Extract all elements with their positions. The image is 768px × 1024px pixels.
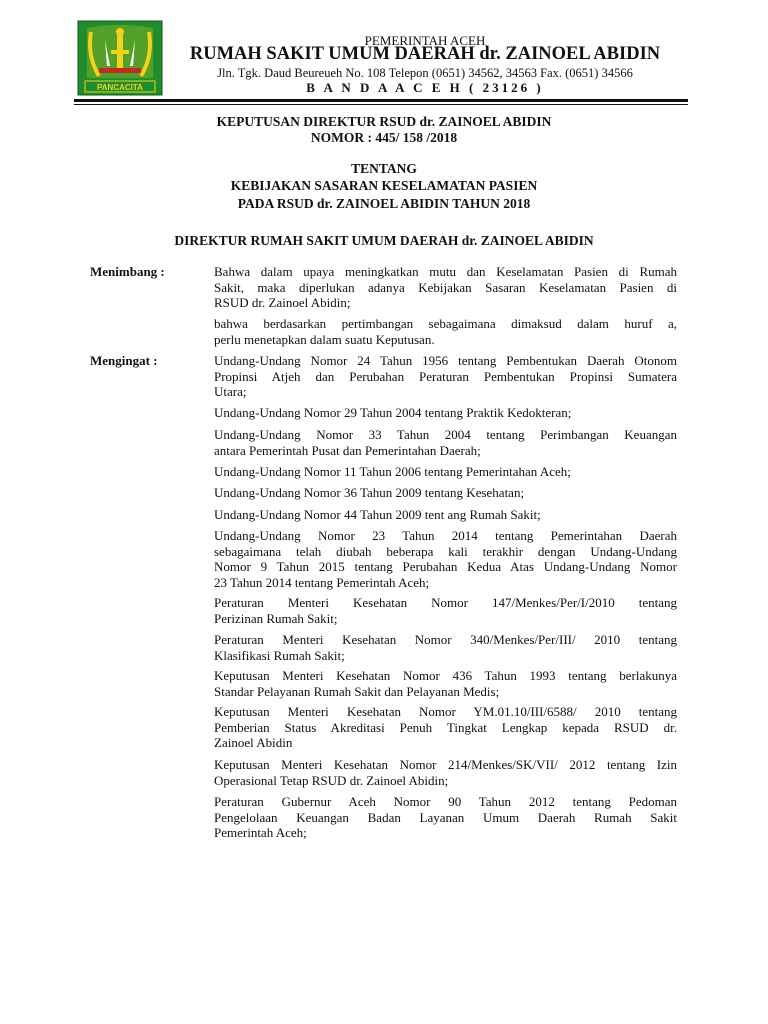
letterhead-rule-thick [74, 99, 688, 102]
mengingat-item-text [214, 757, 677, 788]
mengingat-item-line: Operasional Tetap RSUD dr. Zainoel Abidin; [214, 772, 449, 788]
mengingat-item-text [214, 485, 677, 501]
mengingat-item-line: Pengelolaan Keuangan Badan Layanan Umum Daerah Rumah Sakit [214, 809, 677, 825]
director-heading: DIREKTUR RUMAH SAKIT UMUM DAERAH dr. ZAINOEL ABIDIN [174, 233, 594, 248]
mengingat-item-line: sebagaimana telah diubah beberapa kali terakhir dengan Undang-Undang [214, 543, 677, 559]
menimbang-item-line: Bahwa dalam upaya meningkatkan mutu dan Keselamatan Pasien di Rumah [214, 264, 677, 279]
menimbang-item-line: bahwa berdasarkan pertimbangan sebagaimana dimaksud dalam huruf a, [214, 316, 677, 331]
decree-number: NOMOR : 445/ 158 /2018 [310, 130, 458, 145]
mengingat-item-text [214, 507, 677, 523]
menimbang-item-line: perlu menetapkan dalam suatu Keputusan. [214, 331, 435, 347]
mengingat-item-line: Perizinan Rumah Sakit; [214, 610, 338, 626]
mengingat-item-line: Peraturan Gubernur Aceh Nomor 90 Tahun 2012 tentang Pedoman [214, 794, 677, 809]
mengingat-item-text [214, 405, 677, 421]
menimbang-item-line: RSUD dr. Zainoel Abidin; [214, 295, 351, 310]
mengingat-item-line: Keputusan Menteri Kesehatan Nomor 214/Menkes/SK/VII/ 2012 tentang Izin [214, 757, 677, 772]
letterhead-rule-thin [74, 104, 688, 105]
subject-line-1: KEBIJAKAN SASARAN KESELAMATAN PASIEN [230, 178, 538, 193]
mengingat-item-text [214, 704, 677, 751]
mengingat-item-text [214, 668, 677, 699]
mengingat-item-line: Pemberian Status Akreditasi Penuh Tingkat Lengkap kepada RSUD dr. [214, 719, 677, 735]
mengingat-item-line: Standar Pelayanan Rumah Sakit dan Pelayanan Medis; [214, 683, 500, 699]
mengingat-item-line: Keputusan Menteri Kesehatan Nomor 436 Tahun 1993 tentang berlakunya [214, 668, 677, 683]
letterhead-city: B A N D A A C E H ( 23126 ) [306, 80, 544, 95]
mengingat-item-text [214, 632, 677, 663]
mengingat-item-line: 23 Tahun 2014 tentang Pemerintah Aceh; [214, 574, 430, 590]
logo-text-pancacita: PANCACITA [97, 83, 143, 92]
mengingat-item-line: antara Pemerintah Pusat dan Pemerintahan Daerah; [214, 442, 481, 458]
mengingat-item-text [214, 595, 677, 626]
subject-line-2: PADA RSUD dr. ZAINOEL ABIDIN TAHUN 2018 [237, 196, 531, 211]
menimbang-item-text [214, 264, 677, 311]
letterhead-address: Jln. Tgk. Daud Beureueh No. 108 Telepon (0651) 34562, 34563 Fax. (0651) 34566 [217, 66, 633, 80]
decree-title: KEPUTUSAN DIREKTUR RSUD dr. ZAINOEL ABIDIN [216, 114, 552, 129]
mengingat-item-line: Pemerintah Aceh; [214, 825, 307, 840]
mengingat-label: Mengingat : [90, 353, 158, 368]
mengingat-item-line: Utara; [214, 384, 247, 399]
mengingat-item-line: Undang-Undang Nomor 24 Tahun 1956 tentang Pembentukan Daerah Otonom [214, 353, 677, 368]
mengingat-item-text [214, 427, 677, 458]
mengingat-item-line: Undang-Undang Nomor 33 Tahun 2004 tentang Perimbangan Keuangan [214, 427, 677, 442]
mengingat-item-line: Keputusan Menteri Kesehatan Nomor YM.01.10/III/6588/ 2010 tentang [214, 704, 677, 719]
letterhead-hospital-name: RUMAH SAKIT UMUM DAERAH dr. ZAINOEL ABIDIN [189, 44, 661, 64]
menimbang-label: Menimbang : [90, 264, 165, 279]
mengingat-item-line: Klasifikasi Rumah Sakit; [214, 647, 345, 663]
menimbang-item-text [214, 316, 677, 347]
mengingat-item-line: Zainoel Abidin [214, 735, 293, 750]
mengingat-item-line: Nomor 9 Tahun 2015 tentang Perubahan Kedua Atas Undang-Undang Nomor [214, 559, 677, 574]
about-heading: TENTANG [351, 161, 417, 176]
mengingat-item-text [214, 528, 677, 590]
mengingat-item-line: Peraturan Menteri Kesehatan Nomor 147/Menkes/Per/I/2010 tentang [214, 595, 677, 610]
letterhead-government: PEMERINTAH ACEH [364, 33, 486, 48]
mengingat-item-text [214, 464, 677, 480]
mengingat-item-line: Undang-Undang Nomor 29 Tahun 2004 tentang Praktik Kedokteran; [214, 405, 572, 420]
menimbang-item-line: Sakit, maka diperlukan adanya Kebijakan Sasaran Keselamatan Pasien di [214, 279, 677, 295]
mengingat-item-line: Undang-Undang Nomor 23 Tahun 2014 tentang Pemerintahan Daerah [214, 528, 677, 543]
mengingat-item-text [214, 794, 677, 841]
aceh-emblem-logo [77, 20, 163, 96]
mengingat-item-line: Propinsi Atjeh dan Perubahan Peraturan Pembentukan Propinsi Sumatera [214, 368, 677, 384]
mengingat-item-line: Undang-Undang Nomor 44 Tahun 2009 tent ang Rumah Sakit; [214, 507, 541, 522]
mengingat-item-line: Peraturan Menteri Kesehatan Nomor 340/Menkes/Per/III/ 2010 tentang [214, 632, 677, 647]
mengingat-item-line: Undang-Undang Nomor 11 Tahun 2006 tentang Pemerintahan Aceh; [214, 464, 571, 479]
mengingat-item-line: Undang-Undang Nomor 36 Tahun 2009 tentang Kesehatan; [214, 485, 525, 500]
mengingat-item-text [214, 353, 677, 400]
